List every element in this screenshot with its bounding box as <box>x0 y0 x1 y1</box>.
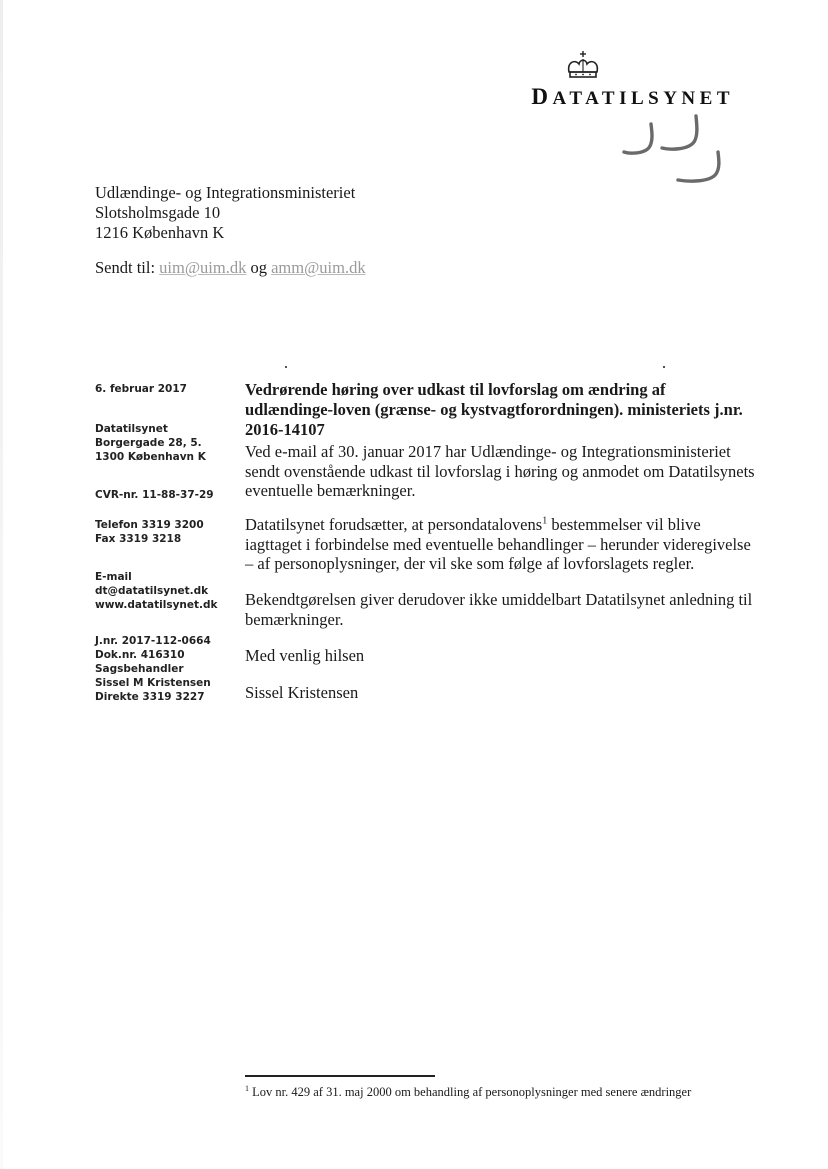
signature: Sissel Kristensen <box>245 683 359 702</box>
sendt-til-label: Sendt til: <box>95 258 156 277</box>
sendt-connector: og <box>250 258 267 277</box>
paragraph-3: Bekendtgørelsen giver derudover ikke umiddelbart Datatilsynet anledning til bemærkninger. <box>245 590 753 629</box>
paragraph-2-start: Datatilsynet forudsætter, at persondatalovens <box>245 515 543 534</box>
scan-dot <box>663 366 665 368</box>
email-link-amm[interactable]: amm@uim.dk <box>271 258 366 277</box>
document-number: Dok.nr. 416310 <box>95 649 185 661</box>
cvr-number: CVR-nr. 11-88-37-29 <box>95 489 214 501</box>
paragraph-2-rest: bestemmelser vil blive iagttaget i forbindelse med eventuelle behandlinger – herunder videregivelse – af personoplysninger, der vil ske som følge af lovforslagets regler. <box>245 515 751 573</box>
footnote-rule <box>245 1075 435 1077</box>
letter-date: 6. februar 2017 <box>95 383 187 395</box>
recipient-line-2: Slotsholmsgade 10 <box>95 203 221 222</box>
email-link-uim[interactable]: uim@uim.dk <box>159 258 247 277</box>
direct-phone: Direkte 3319 3227 <box>95 691 205 703</box>
sender-website: www.datatilsynet.dk <box>95 599 218 611</box>
footnote-ref: 1 <box>542 515 548 527</box>
datatilsynet-logo: DATATILSYNET <box>531 84 734 109</box>
footnote <box>245 1084 691 1100</box>
scan-dot <box>285 366 287 368</box>
sender-street: Borgergade 28, 5. <box>95 437 202 449</box>
contact-block <box>95 570 218 612</box>
closing: Med venlig hilsen <box>245 646 365 665</box>
handwritten-marks <box>610 110 740 200</box>
paragraph-1: Ved e-mail af 30. januar 2017 har Udlændinge- og Integrationsministeriet sendt ovenstående udkast til lovforslag i høring og anmodet om Datatilsynets eventuelle bemærkninger. <box>245 442 755 500</box>
reference-block <box>95 634 211 704</box>
phone-number: Telefon 3319 3200 <box>95 519 204 531</box>
journal-number: J.nr. 2017-112-0664 <box>95 635 211 647</box>
recipient-address <box>95 183 355 243</box>
case-handler-name: Sissel M Kristensen <box>95 677 211 689</box>
sender-name: Datatilsynet <box>95 423 168 435</box>
letter-subject: Vedrørende høring over udkast til lovforslag om ændring af udlændinge-loven (grænse- og kystvagtforordningen). ministeriets j.nr. 2016-14107 <box>245 380 743 439</box>
sender-address-block <box>95 422 206 464</box>
footnote-marker: 1 <box>245 1084 249 1093</box>
crown-icon <box>565 50 601 80</box>
sender-city: 1300 København K <box>95 451 206 463</box>
footnote-text: Lov nr. 429 af 31. maj 2000 om behandling af personoplysninger med senere ændringer <box>249 1085 692 1100</box>
recipient-line-1: Udlændinge- og Integrationsministeriet <box>95 183 356 202</box>
scan-edge <box>0 0 3 1169</box>
sender-email: dt@datatilsynet.dk <box>95 585 209 597</box>
recipient-line-3: 1216 København K <box>95 223 225 242</box>
email-label: E-mail <box>95 571 132 583</box>
paragraph-2 <box>245 515 755 574</box>
sendt-til-line <box>95 258 366 278</box>
fax-number: Fax 3319 3218 <box>95 533 182 545</box>
case-handler-label: Sagsbehandler <box>95 663 184 675</box>
phone-block <box>95 518 204 546</box>
